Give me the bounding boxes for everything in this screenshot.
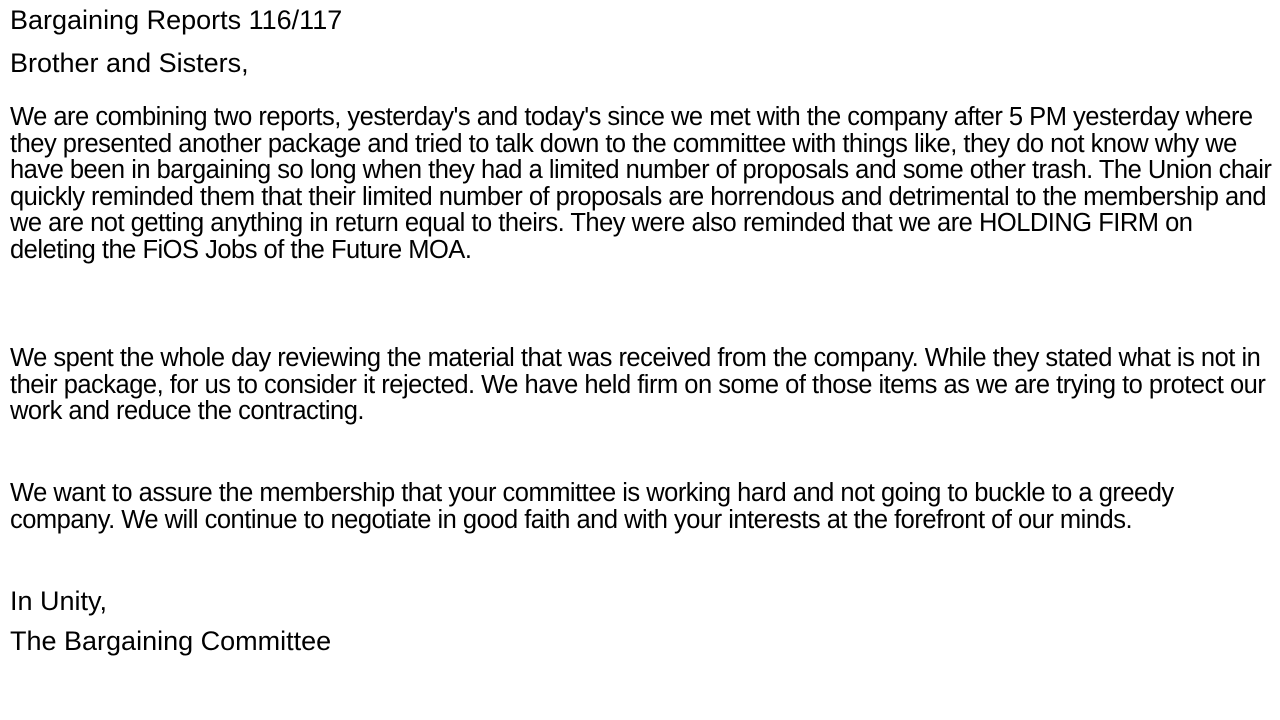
paragraph-3: We want to assure the membership that your committee is working hard and not going to buckle to a greedy company. We will continue to negotiate in good faith and with your interests at the forefront of our minds. — [10, 479, 1174, 534]
signature: The Bargaining Committee — [10, 626, 332, 656]
paragraph-1: We are combining two reports, yesterday's and today's since we met with the company after 5 PM yesterday where they presented another package and tried to talk down to the committee with things like, they do not know why we have been in bargaining so long when they had a limited number of proposals and some other trash. The Union chair quickly reminded them that their limited number of proposals are horrendous and detrimental to the membership and we are not getting anything in return equal to theirs. They were also reminded that we are HOLDING FIRM on deleting the FiOS Jobs of the Future MOA. — [10, 103, 1272, 264]
paragraph-2: We spent the whole day reviewing the material that was received from the company. While they stated what is not in their package, for us to consider it rejected. We have held firm on some of those items as we are trying to protect our work and reduce the contracting. — [10, 344, 1266, 425]
document-title: Bargaining Reports 116/117 — [10, 5, 343, 35]
salutation: Brother and Sisters, — [10, 48, 249, 78]
closing: In Unity, — [10, 586, 108, 616]
